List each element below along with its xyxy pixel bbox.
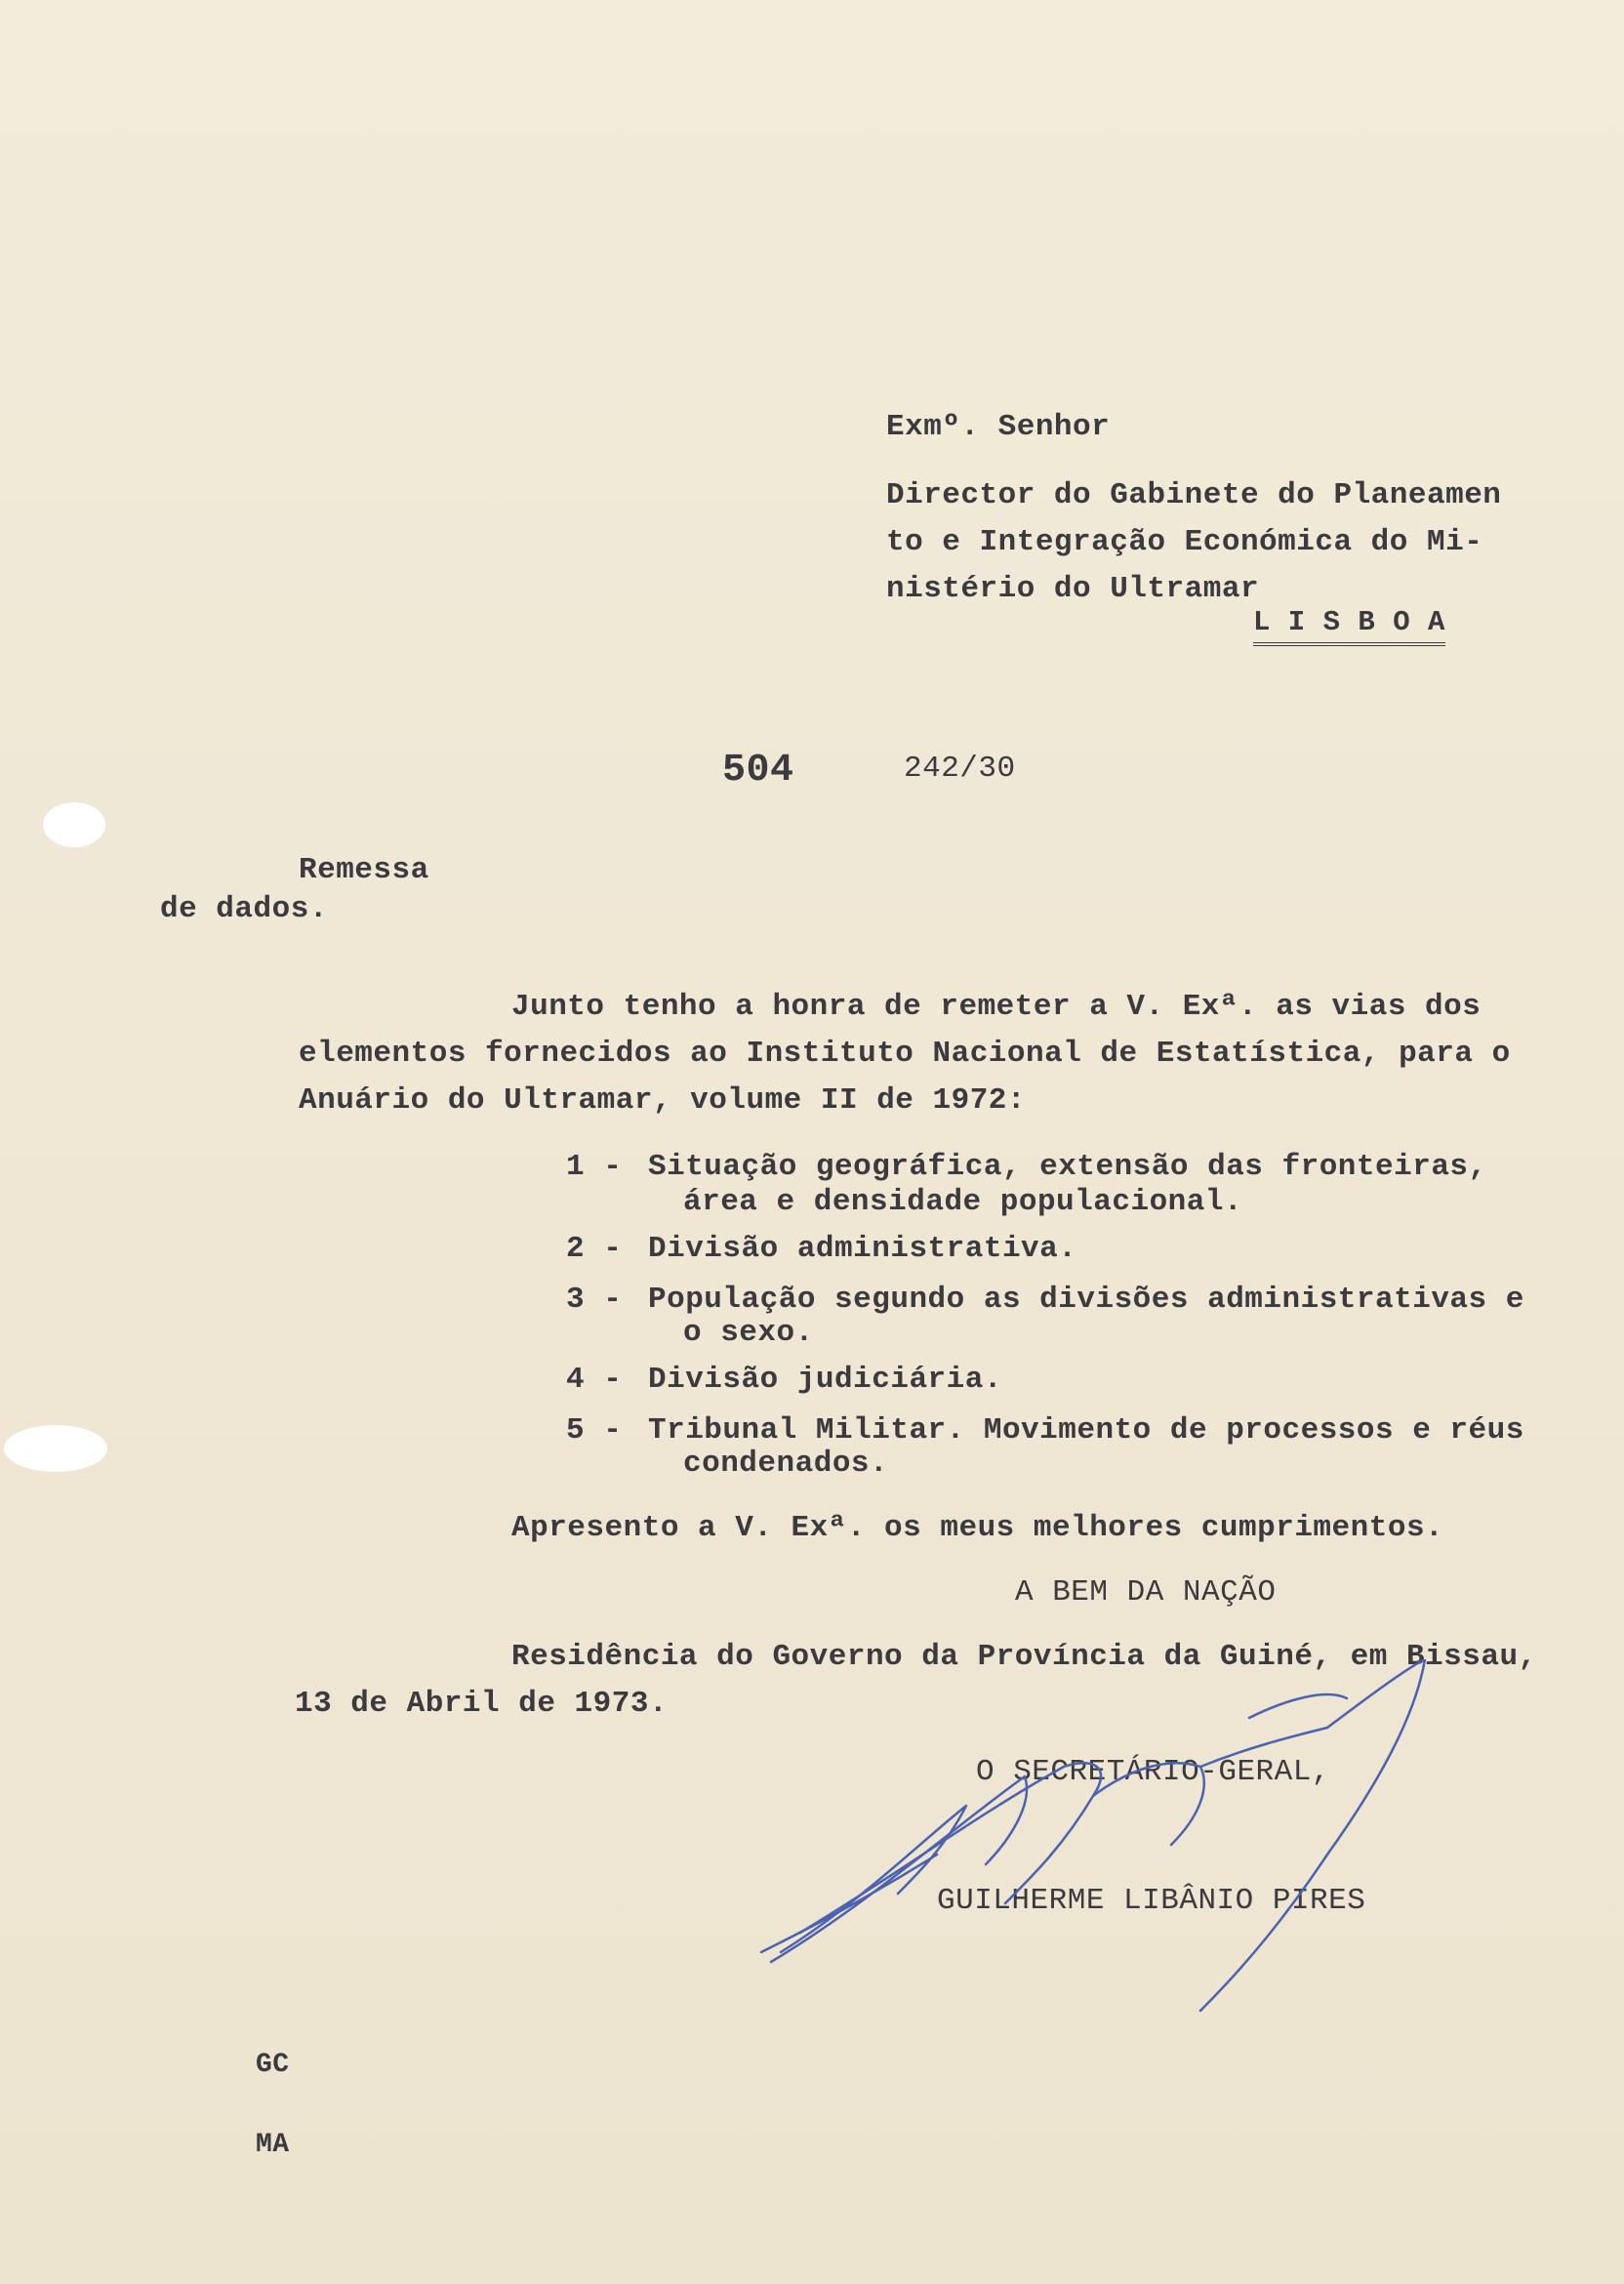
addressee-city: L I S B O A xyxy=(1253,605,1445,646)
item-1-line-1: Situação geográfica, extensão das fronteiras, xyxy=(648,1150,1487,1184)
item-5-line-1: Tribunal Militar. Movimento de processos e réus xyxy=(648,1413,1524,1448)
body-line-1: Junto tenho a honra de remeter a V. Exª. as vias dos xyxy=(511,990,1482,1024)
item-2-line-1: Divisão administrativa. xyxy=(648,1232,1077,1266)
addressee-line-3: nistério do Ultramar xyxy=(886,572,1260,606)
item-5-number: 5 - xyxy=(566,1413,623,1448)
signatory-name: GUILHERME LIBÂNIO PIRES xyxy=(937,1884,1366,1918)
handwritten-signature xyxy=(742,1659,1444,2030)
item-5-line-2: condenados. xyxy=(683,1447,889,1481)
item-4-number: 4 - xyxy=(566,1363,623,1397)
punch-hole-bottom xyxy=(4,1425,107,1472)
item-4-line-1: Divisão judiciária. xyxy=(648,1363,1002,1397)
subject-line-1: Remessa xyxy=(299,853,429,887)
subject-line-2: de dados. xyxy=(160,892,328,926)
motto: A BEM DA NAÇÃO xyxy=(1015,1575,1277,1610)
salutation: Exmº. Senhor xyxy=(886,410,1111,444)
item-3-line-1: População segundo as divisões administrativas e xyxy=(648,1283,1524,1317)
reference-code: 242/30 xyxy=(904,752,1016,786)
item-1-line-2: área e densidade populacional. xyxy=(683,1185,1243,1219)
place-line: Residência do Governo da Província da Guiné, em Bissau, xyxy=(511,1640,1537,1674)
initials-1: GC xyxy=(256,2050,290,2080)
item-1-number: 1 - xyxy=(566,1150,623,1184)
item-3-line-2: o sexo. xyxy=(683,1316,814,1350)
initials-2: MA xyxy=(256,2130,290,2160)
closing-line: Apresento a V. Exª. os meus melhores cumprimentos. xyxy=(511,1511,1444,1545)
addressee-line-2: to e Integração Económica do Mi- xyxy=(886,525,1483,559)
date-line: 13 de Abril de 1973. xyxy=(295,1687,669,1721)
item-2-number: 2 - xyxy=(566,1232,623,1266)
body-line-2: elementos fornecidos ao Instituto Nacional de Estatística, para o xyxy=(299,1037,1511,1071)
body-line-3: Anuário do Ultramar, volume II de 1972: xyxy=(299,1083,1027,1118)
item-3-number: 3 - xyxy=(566,1283,623,1317)
addressee-line-1: Director do Gabinete do Planeamen xyxy=(886,478,1502,512)
signatory-title: O SECRETÁRIO-GERAL, xyxy=(976,1755,1330,1789)
reference-number: 504 xyxy=(722,749,794,793)
punch-hole-top xyxy=(43,802,105,847)
